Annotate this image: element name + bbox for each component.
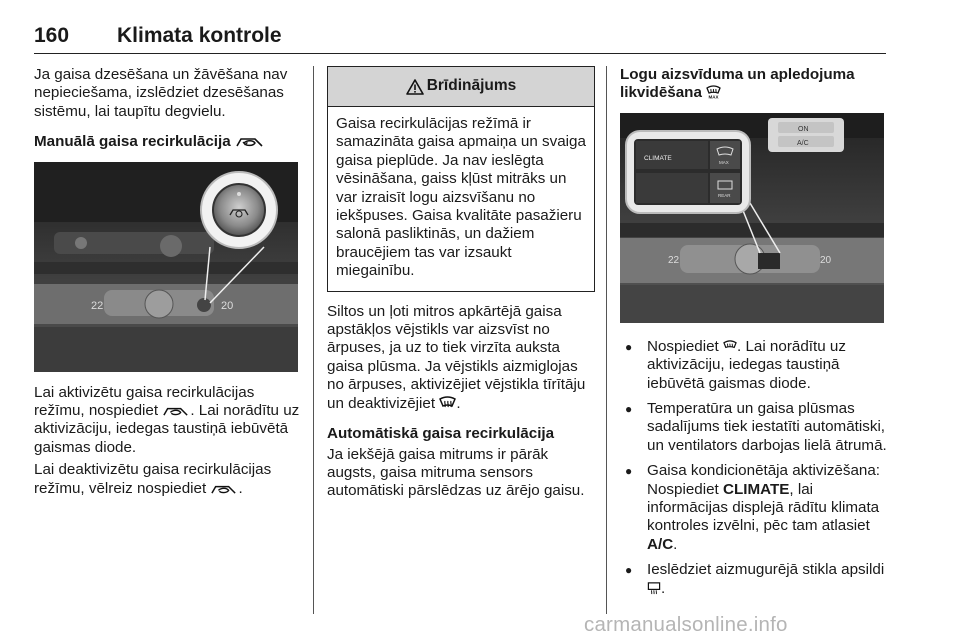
defog-steps-list	[620, 338, 888, 598]
list-item: ● Ieslēdziet aizmugurējā stikla apsildi .	[620, 561, 888, 598]
recirculation-icon	[235, 134, 265, 148]
watermark: carmanualsonline.info	[584, 613, 788, 636]
photo-temp-right: 20	[820, 254, 832, 266]
photo-label-climate: CLIMATE	[644, 154, 672, 162]
photo-label-on: ON	[798, 125, 809, 133]
column-left	[34, 66, 302, 498]
photo-temp-left: 22	[91, 299, 104, 312]
warning-box	[327, 66, 595, 292]
column-middle	[327, 66, 595, 501]
cold-air-paragraph: Siltos un ļoti mitros apkārtējā gaisa apstākļos vējstikls var aizsvīst no ārpuses, ja uz to tiek virzīta auksta gaisa plūsma. Ja vējstikls aizmiglojas no ārpuses, aktivizējiet vējstikla tīrītāju un deaktivizējiet .	[327, 302, 586, 412]
column-divider	[606, 66, 607, 614]
list-item: ● Temperatūra un gaisa plūsmas sadalījums tiek iestatīti automātiski, un ventilators darbojas lielā ātrumā.	[620, 400, 888, 455]
defrost-max-icon	[723, 339, 737, 353]
warning-text: Gaisa recirkulācijas režīmā ir samazināta gaisa apmaiņa un svaiga gaisa pieplūde. Ja nav ieslēgta vēsināšana, gaiss kļūst mitrāks un var izraisīt logu aizsvīšanu no iekšpuses. Gaisa kvalitāte pasažieru salonā pasliktinās, un dažiem braucējiem tas var izsaukt miegainību.	[336, 115, 586, 280]
windscreen-defrost-icon	[439, 395, 456, 410]
page-number: 160	[34, 24, 70, 47]
section-heading-automatic-recirculation: Automātiskā gaisa recirkulācija	[327, 425, 555, 443]
warning-header	[328, 67, 594, 107]
photo-label-rear: REAR	[718, 192, 731, 198]
svg-text:MAX: MAX	[708, 94, 719, 100]
list-item: ● Nospiediet . Lai norādītu uz aktivizāciju, iedegas taustiņā iebūvētā gaismas diode.	[620, 338, 888, 393]
warning-triangle-icon	[406, 79, 424, 95]
recirculation-button-photo	[34, 162, 298, 372]
column-divider	[313, 66, 314, 614]
photo-label-max: MAX	[719, 159, 729, 165]
rear-window-heating-icon	[647, 581, 661, 595]
recirculation-icon	[162, 404, 190, 417]
intro-paragraph: Ja gaisa dzesēšana un žāvēšana nav nepieciešama, izslēdziet dzesēšanas sistēmu, lai taupītu degvielu.	[34, 66, 288, 120]
defog-controls-photo	[620, 113, 884, 323]
photo-temp-right: 20	[221, 299, 234, 312]
photo-temp-left: 22	[668, 254, 680, 266]
photo-label-ac: A/C	[797, 139, 809, 147]
list-item: ● Gaisa kondicionētāja aktivizēšana: Nospiediet CLIMATE, lai informācijas displejā rādītu klimata kontroles izvēlni, pēc tam atlasiet A/C.	[620, 462, 888, 554]
automatic-recirculation-paragraph: Ja iekšējā gaisa mitrums ir pārāk augsts, gaisa mitruma sensors automātiski pārslēdzas uz ārējo gaisu.	[327, 445, 585, 500]
recirculation-icon	[210, 482, 238, 495]
climate-button-label: CLIMATE	[723, 480, 790, 498]
defrost-max-icon	[706, 84, 721, 99]
column-right	[620, 66, 888, 605]
page-title: Klimata kontrole	[117, 24, 282, 47]
deactivate-recirculation-paragraph: Lai deaktivizētu gaisa recirkulācijas režīmu, vēlreiz nospiediet .	[34, 461, 272, 497]
section-heading-defog: Logu aizsvīduma un apledojuma likvidēšana MAX	[620, 66, 855, 102]
warning-title: Brīdinājums	[426, 77, 517, 95]
section-heading-manual-recirculation: Manuālā gaisa recirkulācija	[34, 133, 302, 151]
activate-recirculation-paragraph: Lai aktivizētu gaisa recirkulācijas režīmu, nospiediet . Lai norādītu uz aktivizāciju, iedegas taustiņā iebūvētā gaismas diode.	[34, 383, 300, 456]
ac-label: A/C	[647, 535, 674, 553]
page-header	[34, 14, 886, 54]
